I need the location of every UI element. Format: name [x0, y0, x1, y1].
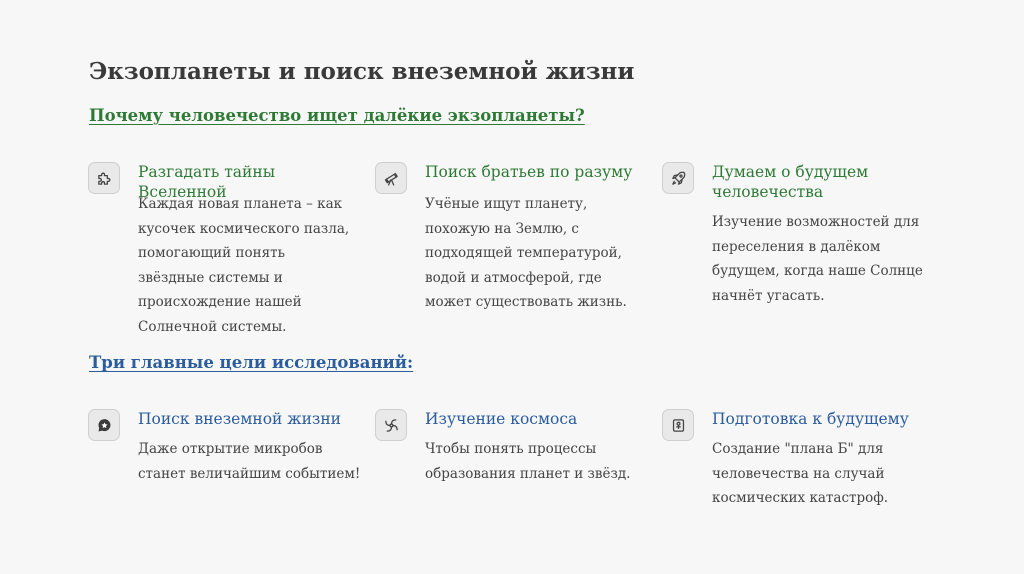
section-heading-why: Почему человечество ищет далёкие экзопланеты?: [89, 106, 585, 125]
card-title: Изучение космоса: [425, 410, 578, 428]
star-bubble-icon: [88, 409, 120, 441]
puzzle-icon: [88, 162, 120, 194]
card-text: Создание "плана Б" для человечества на случай космических катастроф.: [712, 441, 889, 506]
card-title: Подготовка к будущему: [712, 410, 909, 428]
page-title: Экзопланеты и поиск внеземной жизни: [89, 58, 635, 85]
galaxy-icon: [375, 409, 407, 441]
card-title: Разгадать тайны Вселенной: [138, 163, 276, 201]
card-text: Изучение возможностей для переселения в далёком будущем, когда наше Солнце начнёт угасать.: [712, 214, 923, 304]
telescope-icon: [375, 162, 407, 194]
plan-b-icon: [662, 409, 694, 441]
card-title: Думаем о будущем человечества: [712, 163, 869, 201]
section-heading-goals: Три главные цели исследований:: [89, 353, 414, 372]
card-text: Каждая новая планета – как кусочек космического пазла, помогающий понять звёздные системы и происхождение нашей Солнечной системы.: [138, 196, 350, 335]
rocket-icon: [662, 162, 694, 194]
card-title: Поиск внеземной жизни: [138, 410, 342, 428]
card-text: Даже открытие микробов станет величайшим событием!: [138, 441, 361, 482]
card-title: Поиск братьев по разуму: [425, 163, 633, 181]
card-text: Учёные ищут планету, похожую на Землю, с подходящей температурой, водой и атмосферой, где может существовать жизнь.: [425, 196, 627, 310]
card-text: Чтобы понять процессы образования планет и звёзд.: [425, 441, 631, 482]
